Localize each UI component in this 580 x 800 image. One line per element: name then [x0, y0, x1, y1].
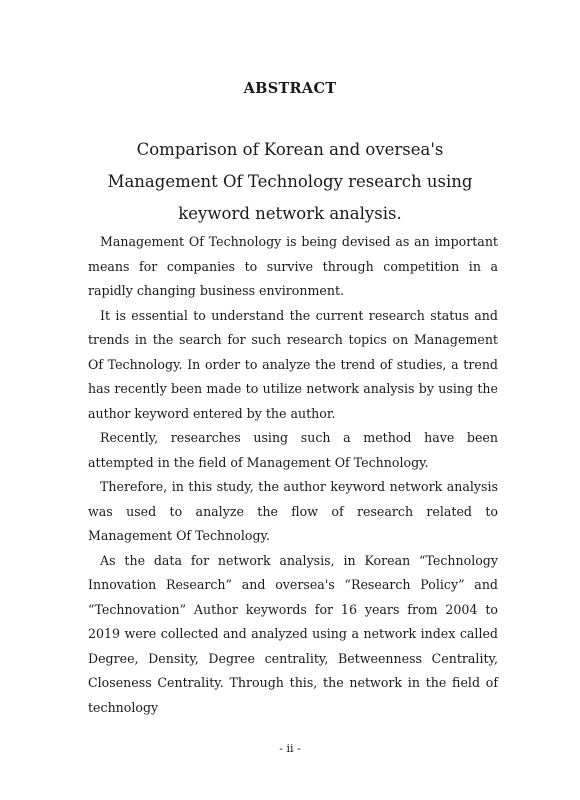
paper-title: Comparison of Korean and oversea's Management Of Technology research using keyword network analysis. [107, 140, 473, 223]
abstract-body [88, 230, 498, 720]
paragraph-5: As the data for network analysis, in Korean “Technology Innovation Research” and oversea's “Research Policy” and “Technovation” Author keywords for 16 years from 2004 to 2019 were collected and analyzed using a network index called Degree, Density, Degree centrality, Betweenness Centrality, Closeness Centrality. Through this, the network in the field of technology [88, 552, 498, 715]
page-number: - ii - [279, 742, 301, 755]
paragraph-2: It is essential to understand the current research status and trends in the search for such research topics on Management Of Technology. In order to analyze the trend of studies, a trend has recently been made to utilize network analysis by using the author keyword entered by the author. [88, 307, 498, 421]
paragraph-4: Therefore, in this study, the author keyword network analysis was used to analyze the flow of research related to Management Of Technology. [88, 479, 498, 543]
abstract-heading: ABSTRACT [243, 80, 337, 97]
paragraph-3: Recently, researches using such a method have been attempted in the field of Management Of Technology. [88, 430, 498, 470]
paragraph-1: Management Of Technology is being devised as an important means for companies to survive through competition in a rapidly changing business environment. [88, 234, 498, 298]
